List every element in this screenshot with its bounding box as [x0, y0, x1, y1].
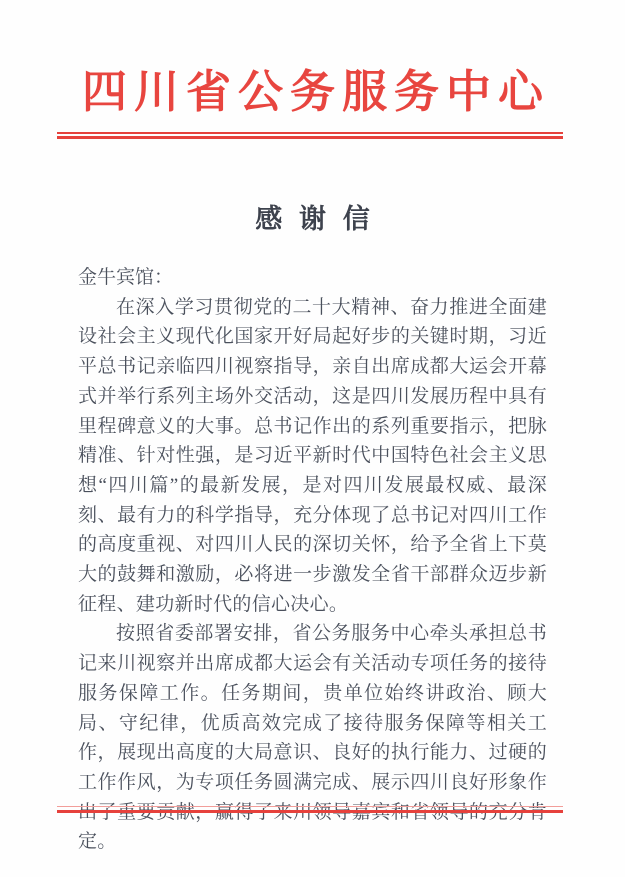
letterhead-org-title: 四川省公务服务中心 — [81, 67, 550, 117]
paragraph-2: 按照省委部署安排，省公务服务中心牵头承担总书记来川视察并出席成都大运会有关活动专项任务的接待服务保障工作。任务期间，贵单位始终讲政治、顾大局、守纪律，优质高效完成了接待服务保障等相关工作，展现出高度的大局意识、良好的执行能力、过硬的工作作风，为专项任务圆满完成、展示四川良好形象作出了重要贡献，赢得了来川领导嘉宾和省领导的充分肯定。 — [78, 623, 547, 853]
letter-title: 感 谢 信 — [255, 204, 370, 234]
salutation: 金牛宾馆： — [78, 267, 174, 288]
letterhead-double-rule — [57, 132, 563, 139]
footer-double-rule — [57, 806, 563, 813]
paragraph-1: 在深入学习贯彻党的二十大精神、奋力推进全面建设社会主义现代化国家开好局起好步的关键时期，习近平总书记亲临四川视察指导，亲自出席成都大运会开幕式并举行系列主场外交活动，这是四川发展历程中具有里程碑意义的大事。总书记作出的系列重要指示，把脉精准、针对性强，是习近平新时代中国特色社会主义思想“四川篇”的最新发展，是对四川发展最权威、最深刻、最有力的科学指导，充分体现了总书记对四川工作的高度重视、对四川人民的深切关怀，给予全省上下莫大的鼓舞和激励，必将进一步激发全省干部群众迈步新征程、建功新时代的信心决心。 — [78, 296, 547, 615]
